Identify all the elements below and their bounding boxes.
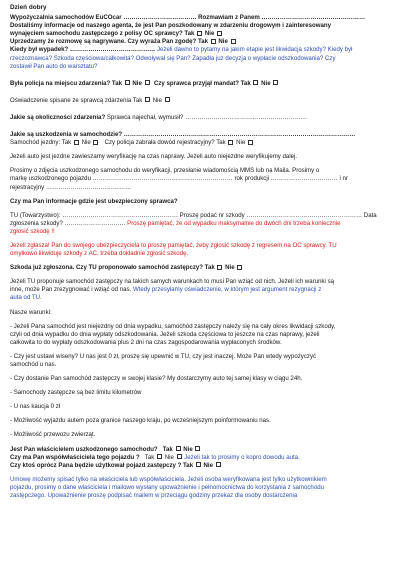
owner-checkbox-yes[interactable] xyxy=(176,446,181,451)
circumstances-question: Jakie są okoliczności zdarzenia? xyxy=(10,113,106,121)
consent-checkbox-yes[interactable] xyxy=(211,39,216,44)
deadline-warning-2: zgłosić szkodę !! xyxy=(10,227,55,235)
regress-note-2: omyłkowo likwiduje szkody z AC, trzeba dokładnie zgłosić szkodę. xyxy=(10,250,189,258)
tu-offer-line-2 xyxy=(10,286,409,294)
statement-line xyxy=(10,97,409,105)
term-6: - Możliwość wyjazdu autem poza granice naszego kraju, po wcześniejszym poinformowaniu nas. xyxy=(10,417,271,425)
reported-checkbox-yes[interactable] xyxy=(217,265,222,270)
owner-yes-label: Tak xyxy=(162,445,173,453)
insurance-reported-line xyxy=(10,220,409,228)
mandate-no-label: Nie xyxy=(261,79,271,87)
term-1a: - Jeżeli Pana samochód jest niejezdny od dnia wypadku, samochód zastępczy należy się na cały okres likwidacji szkody, xyxy=(10,322,336,330)
accident-line-2: rzeczoznawca? Szkoda częściowa/całkowita? Odwoływał się Pan? Zapadła już decyzja o wypłacie odszkodowania? Czy xyxy=(10,54,336,62)
owner-question: Jest Pan właścicielem uszkodzonego samochodu? xyxy=(10,445,158,453)
checkbox-yes[interactable] xyxy=(197,31,202,36)
closing-line-1: Umowę możemy spisać tylko na właściciela lub współwłaściciela. Jeżeli osoba weryfikowana jest tylko użytkownikiem xyxy=(10,475,327,483)
coowner-checkbox-yes[interactable] xyxy=(157,454,162,459)
term-2b: samochód u nas. xyxy=(10,361,57,368)
drive-line xyxy=(10,139,409,147)
term-3: - Czy dostanie Pan samochód zastępczy w swojej klasie? My dostarczymy auto tej samej klasy w ciągu 24h. xyxy=(10,375,303,383)
term-2a: - Czy jest ustawi wiseny? U nas jest 0 zł, proszę się upewnić w TU, czy jest inaczej. Może Pan wtedy wypożyczyć xyxy=(10,352,317,360)
drive-checkbox-yes[interactable] xyxy=(74,140,79,145)
insurance-question: Czy ma Pan informacje gdzie jest ubezpieczony sprawca? xyxy=(10,197,178,205)
photos-line-1: Prosimy o zdjęcia uszkodzonego samochodu do weryfikacji, przesłanie wiadomością MMS lub na Maila. Prosimy o xyxy=(10,167,320,175)
no-label: Nie xyxy=(204,30,215,38)
user-no-label: Nie xyxy=(203,461,213,469)
accident-line-1 xyxy=(10,46,409,54)
regress-note-1: Jeżeli zgłasza! Pan do swojego ubezpieczyciela to proszę pamiętać, żeby zgłosić szkodę z regresem na OC sprawcy. TU xyxy=(10,241,337,249)
accident-note: Jeżeli dawno to pytamy na jakim etapie jest likwidacja szkody? Kiedy był xyxy=(155,46,353,54)
statement-checkbox-no[interactable] xyxy=(165,97,170,102)
coowner-no-label: Nie xyxy=(164,453,174,461)
reported-no-label: Nie xyxy=(225,264,235,272)
circumstances-value: Sprawca najechał, wymusił? …………………………………………………… xyxy=(105,113,307,121)
coowner-checkbox-no[interactable] xyxy=(177,454,182,459)
tu-offer-note: Wtedy przesyłamy oświadczenie, w którym jest argument rezygnacji z xyxy=(131,286,322,294)
term-1c: całkowita to do wypłaty odszkodowania plus 2 dni na czas zagospodarowania wypłaconych środków. xyxy=(10,338,282,346)
intro-line-2: Dostaliśmy informacje od naszego agenta, że jest Pan poszkodowany w zdarzeniu drogowym i zainteresowany xyxy=(10,22,332,30)
greeting: Dzień dobry xyxy=(10,4,47,11)
owner-line-3 xyxy=(10,462,409,470)
closing-line-2: pojazdu, prosimy o dane właściciela i mailowo wysłany upoważnienie i pełnomocnictwa do korzystania z samochodu xyxy=(10,483,324,491)
verification-line: Jeżeli auto jest jezdne zawieszamy weryfikację na czas naprawy. Jeżeli auto niejezdne weryfikujemy dalej. xyxy=(10,153,298,161)
mandate-checkbox-no[interactable] xyxy=(273,80,278,85)
police-question: Była policja na miejscu zdarzenia? Tak xyxy=(10,79,122,87)
photos-line-2: markę uszkodzonego pojazdu …………………………………………………………… rok produkcji …………………………… i nr xyxy=(10,175,348,183)
user-question: Czy ktoś oprócz Pana będzie użytkował pojazd zastępczy ? Tak xyxy=(10,461,194,469)
deadline-warning: Proszę pamiętać, że od wypadku maksymalnie do dwóch dni trzeba koniecznie xyxy=(125,219,341,227)
drive-no-label: Nie xyxy=(81,139,91,147)
doc-question: Czy policja zabrała dowód rejestracyjny? Tak xyxy=(104,139,226,147)
term-7: - Możliwość przewozu zwierząt. xyxy=(10,431,96,439)
mandate-question: Czy sprawca przyjął mandat? Tak xyxy=(153,79,251,87)
reported-date: zgłoszenia szkody? ………………………… xyxy=(10,219,126,227)
damage-line: Jakie są uszkodzenia w samochodzie? …………………………………………………………………………………………………… xyxy=(10,131,356,139)
accident-question: Kiedy był wypadek? …………………………………… xyxy=(10,46,156,54)
consent-checkbox-no[interactable] xyxy=(231,39,236,44)
police-no-label: Nie xyxy=(132,79,142,87)
drive-checkbox-no[interactable] xyxy=(93,140,98,145)
tu-offer-text: inne, może Pan zrezygnować i wziąć od nas. xyxy=(10,286,132,294)
owner-no-label: Nie xyxy=(183,445,193,453)
intro-line-3 xyxy=(10,30,409,38)
doc-checkbox-yes[interactable] xyxy=(228,140,233,145)
circumstances-line xyxy=(10,114,409,122)
consent-question: Uprzedzamy że rozmowę są nagrywane. Czy wyraża Pan zgodę? Tak xyxy=(10,38,208,46)
statement-question: Oświadczenie spisane ze sprawcą zdarzenia Tak xyxy=(10,96,143,104)
doc-checkbox-no[interactable] xyxy=(248,140,253,145)
intro-line-1: Wypożyczalnia samochodów EuCOcar ……………………………… Rozmawiam z Panem …………………………………………… xyxy=(10,14,366,22)
closing-line-3: zastępczego. Upoważnienie proszę podpisać mailem w przeciągu godziny przekaz dla osoby dostarczenia xyxy=(10,492,298,500)
owner-line-1 xyxy=(10,446,409,454)
consent-no-label: Nie xyxy=(218,38,228,46)
mandate-checkbox-yes[interactable] xyxy=(253,80,258,85)
reported-question: Szkoda już zgłoszona. Czy TU proponowało samochód zastępczy? Tak xyxy=(10,264,215,272)
term-4: - Samochody zastępcze są bez limitu kilometrów xyxy=(10,389,142,397)
doc-no-label: Nie xyxy=(236,139,246,147)
owner-checkbox-no[interactable] xyxy=(195,446,200,451)
police-checkbox-yes[interactable] xyxy=(125,80,130,85)
term-5: - U nas kaucja 0 zł xyxy=(10,403,61,411)
insurance-tu-line: TU (Towarzystwo): ………………………………………………… Proszę podać nr szkody ………………………………………………… Data xyxy=(10,211,377,219)
reported-line xyxy=(10,264,409,272)
police-checkbox-no[interactable] xyxy=(145,80,150,85)
intro-question: wynajęciem samochodu zastępczego z polisy OC sprawcy? Tak xyxy=(10,30,195,38)
term-1b: czyli od dnia wypadku do dnia wypłaty odszkodowania. Jeżeli szkoda częściowa to jeszcze na czas naprawy, jeżeli xyxy=(10,330,320,338)
coowner-note: Jeżeli tak to prosimy o kopro dowodu auta. xyxy=(182,453,300,461)
tu-offer-line-1: Jeżeli TU proponuje samochód zastępczy na takich samych warunkach to musi Pan wziąć od nich. Jeżeli ich warunki są xyxy=(10,278,335,286)
owner-line-2 xyxy=(10,454,409,462)
statement-checkbox-yes[interactable] xyxy=(145,97,150,102)
statement-no-label: Nie xyxy=(152,96,162,104)
terms-title: Nasze warunki: xyxy=(10,308,52,316)
reported-checkbox-no[interactable] xyxy=(237,265,242,270)
accident-line-3: zostawił Pan auto do warsztatu? xyxy=(10,62,98,70)
coowner-question: Czy ma Pan współwłaściciela tego pojazdu ? xyxy=(10,453,140,461)
coowner-yes-label: Tak xyxy=(144,453,155,461)
police-line xyxy=(10,80,409,88)
consent-line xyxy=(10,38,409,46)
user-checkbox-yes[interactable] xyxy=(196,462,201,467)
tu-offer-line-3: auta od TU. xyxy=(10,294,42,302)
checkbox-no[interactable] xyxy=(217,31,222,36)
drive-question: Samochód jezdny: Tak xyxy=(10,139,72,147)
user-checkbox-no[interactable] xyxy=(216,462,221,467)
photos-line-3: rejestracyjny …………………………………… xyxy=(10,183,132,191)
